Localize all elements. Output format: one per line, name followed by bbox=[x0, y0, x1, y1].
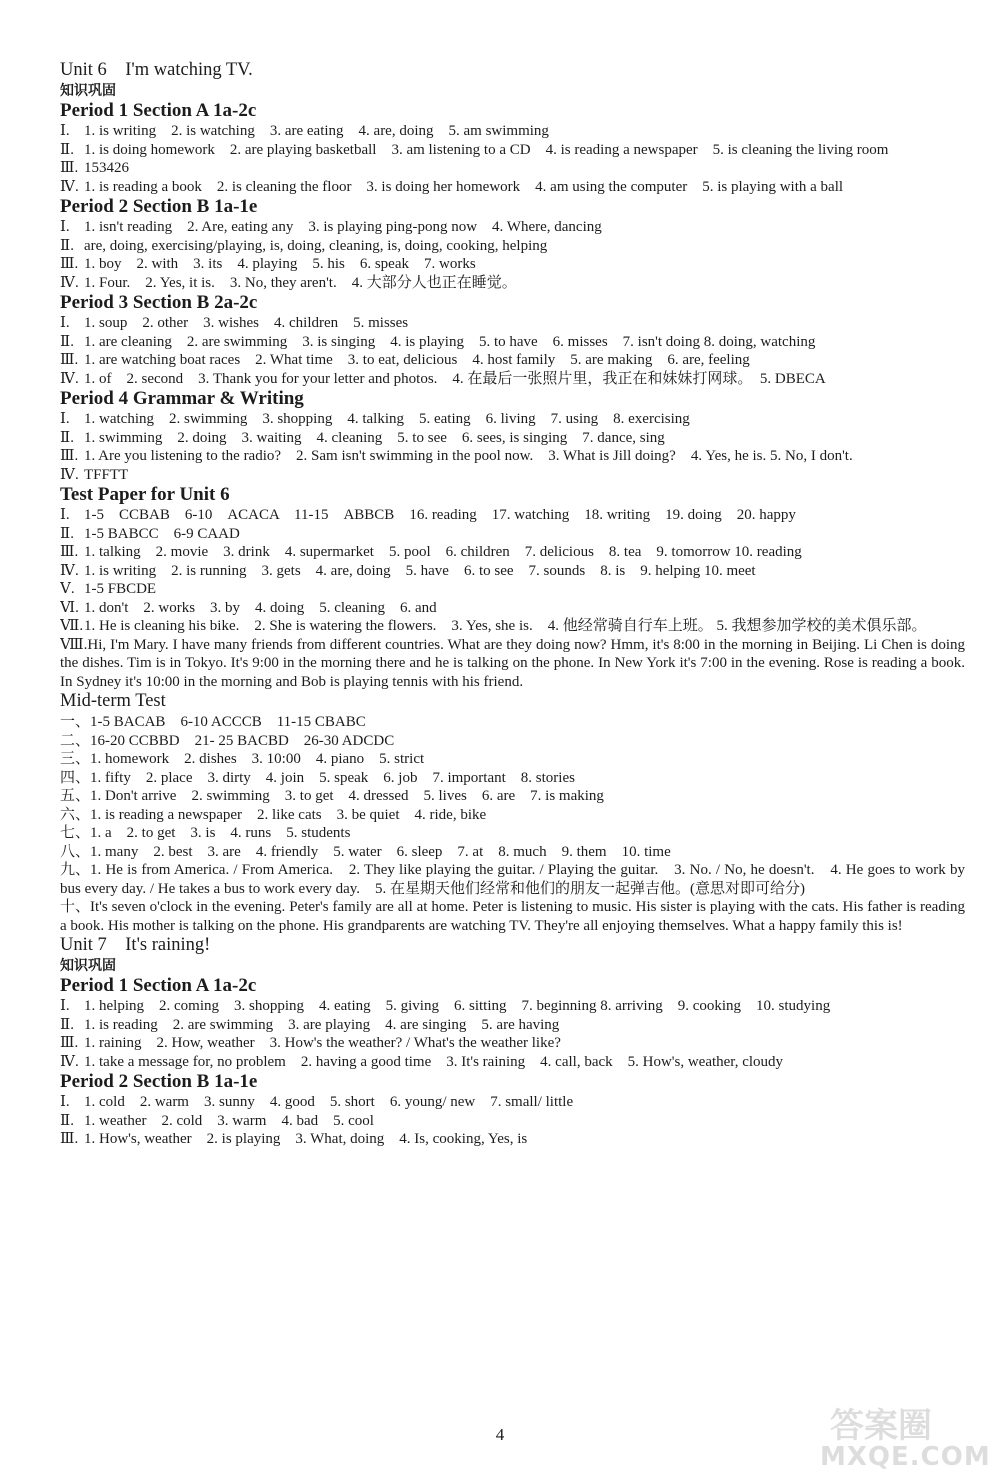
answer-text: 1. is reading a newspaper 2. like cats 3. be quiet 4. ride, bike bbox=[90, 806, 487, 823]
period1-answers bbox=[60, 122, 965, 196]
answer-line bbox=[60, 122, 965, 141]
answer-text: It's seven o'clock in the evening. Peter's family are all at home. Peter is listening to music. His sister is playing with the cats. His father is reading a book. His mother is talking on the phone. His grandparents are watching TV. They're all enjoying themselves. What a happy family this is! bbox=[60, 899, 965, 934]
answer-text: 1. is reading a book 2. is cleaning the floor 3. is doing her homework 4. am using the computer 5. is playing with a ball bbox=[84, 178, 844, 195]
answer-line bbox=[60, 1112, 965, 1131]
answer-text: 1. How's, weather 2. is playing 3. What, doing 4. Is, cooking, Yes, is bbox=[84, 1131, 528, 1147]
answer-line bbox=[60, 525, 965, 544]
answer-text: 1. swimming 2. doing 3. waiting 4. cleaning 5. to see 6. sees, is singing 7. dance, sing bbox=[84, 429, 665, 446]
answer-line bbox=[60, 898, 965, 935]
question-number: Ⅰ. bbox=[60, 219, 70, 235]
question-number: Ⅷ. bbox=[60, 636, 88, 653]
answer-text: 1. homework 2. dishes 3. 10:00 4. piano 5. strict bbox=[90, 751, 425, 767]
answer-text: 1. talking 2. movie 3. drink 4. supermarket 5. pool 6. children 7. delicious 8. tea 9. tomorrow 10. reading bbox=[84, 544, 802, 560]
unit6-title: Unit 6 I'm watching TV. bbox=[60, 60, 253, 80]
answer-text: 1. Don't arrive 2. swimming 3. to get 4. dressed 5. lives 6. are 7. is making bbox=[90, 788, 604, 804]
question-number: Ⅱ. bbox=[60, 237, 74, 254]
answer-line bbox=[60, 1034, 965, 1053]
answer-line bbox=[60, 159, 965, 178]
answer-line bbox=[60, 1093, 965, 1112]
midterm-answers bbox=[60, 713, 965, 935]
answer-text: 1. boy 2. with 3. its 4. playing 5. his 6. speak 7. works bbox=[84, 256, 476, 272]
answer-text: 1. He is from America. / From America. 2. They like playing the guitar. / Playing the guitar. 3. No. / No, he doesn't. 4. He goes to work by bus every day. / He takes a bus to work every day. 5. 在星期天他们经常和他们的朋友一起弹吉他。(意思对即可给分) bbox=[60, 862, 965, 897]
question-number: 八、 bbox=[60, 843, 91, 860]
answer-text: 153426 bbox=[84, 160, 129, 176]
question-number: Ⅶ. bbox=[60, 618, 84, 634]
question-number: Ⅱ. bbox=[60, 1112, 74, 1129]
answer-line bbox=[60, 255, 965, 274]
answer-text: 1. is writing 2. is running 3. gets 4. are, doing 5. have 6. to see 7. sounds 8. is 9. helping 10. meet bbox=[84, 562, 756, 579]
unit7-period2-answers bbox=[60, 1093, 965, 1149]
answer-line bbox=[60, 824, 965, 843]
question-number: 十、 bbox=[60, 899, 91, 915]
question-number: 七、 bbox=[60, 825, 91, 841]
question-number: Ⅰ. bbox=[60, 998, 70, 1014]
answer-page bbox=[60, 60, 965, 1149]
question-number: Ⅱ. bbox=[60, 141, 74, 158]
period4-title: Period 4 Grammar & Writing bbox=[60, 388, 304, 409]
question-number: Ⅲ. bbox=[60, 256, 79, 272]
answer-line bbox=[60, 351, 965, 370]
answer-line bbox=[60, 750, 965, 769]
unit7-period1-title: Period 1 Section A 1a-2c bbox=[60, 975, 257, 996]
question-number: Ⅳ. bbox=[60, 562, 79, 579]
test-paper-title: Test Paper for Unit 6 bbox=[60, 484, 230, 505]
midterm-title: Mid-term Test bbox=[60, 691, 166, 711]
answer-line bbox=[60, 447, 965, 466]
answer-text: 1-5 BABCC 6-9 CAAD bbox=[84, 525, 240, 542]
question-number: 三、 bbox=[60, 751, 91, 767]
answer-line bbox=[60, 580, 965, 599]
period1-title: Period 1 Section A 1a-2c bbox=[60, 100, 257, 121]
unit7-title: Unit 7 It's raining! bbox=[60, 935, 211, 955]
section-label: 知识巩固 bbox=[60, 83, 116, 99]
answer-text: 1-5 FBCDE bbox=[84, 581, 157, 597]
answer-text: 1. soup 2. other 3. wishes 4. children 5. misses bbox=[84, 315, 409, 331]
answer-text: 1. raining 2. How, weather 3. How's the weather? / What's the weather like? bbox=[84, 1035, 561, 1051]
answer-text: 1. fifty 2. place 3. dirty 4. join 5. speak 6. job 7. important 8. stories bbox=[90, 769, 575, 786]
answer-line bbox=[60, 237, 965, 256]
question-number: Ⅰ. bbox=[60, 411, 70, 427]
period3-title: Period 3 Section B 2a-2c bbox=[60, 292, 258, 313]
answer-line bbox=[60, 1053, 965, 1072]
answer-text: 1. is writing 2. is watching 3. are eating 4. are, doing 5. am swimming bbox=[84, 123, 549, 139]
answer-text: 1. don't 2. works 3. by 4. doing 5. cleaning 6. and bbox=[84, 599, 437, 616]
answer-text: 1. He is cleaning his bike. 2. She is watering the flowers. 3. Yes, she is. 4. 他经常骑自行车上班。 5. 我想参加学校的美术俱乐部。 bbox=[84, 618, 927, 634]
question-number: Ⅲ. bbox=[60, 352, 79, 368]
answer-line bbox=[60, 218, 965, 237]
question-number: Ⅰ. bbox=[60, 123, 70, 139]
answer-text: 16-20 CCBBD 21- 25 BACBD 26-30 ADCDC bbox=[90, 732, 395, 749]
answer-text: 1. are cleaning 2. are swimming 3. is singing 4. is playing 5. to have 6. misses 7. isn't doing 8. doing, watching bbox=[84, 333, 816, 350]
answer-line bbox=[60, 997, 965, 1016]
answer-line bbox=[60, 713, 965, 732]
answer-text: 1. a 2. to get 3. is 4. runs 5. students bbox=[90, 825, 351, 841]
answer-line bbox=[60, 506, 965, 525]
question-number: 五、 bbox=[60, 788, 91, 804]
answer-text: 1. are watching boat races 2. What time 3. to eat, delicious 4. host family 5. are making 6. are, feeling bbox=[84, 352, 750, 368]
answer-line bbox=[60, 333, 965, 352]
answer-line bbox=[60, 410, 965, 429]
question-number: Ⅲ. bbox=[60, 1131, 79, 1147]
answer-line bbox=[60, 178, 965, 197]
answer-line bbox=[60, 314, 965, 333]
question-number: Ⅱ. bbox=[60, 333, 74, 350]
question-number: Ⅳ. bbox=[60, 1053, 79, 1070]
answer-line bbox=[60, 599, 965, 618]
answer-line bbox=[60, 732, 965, 751]
question-number: Ⅳ. bbox=[60, 178, 79, 195]
answer-line bbox=[60, 274, 965, 293]
answer-line bbox=[60, 843, 965, 862]
unit7-period2-title: Period 2 Section B 1a-1e bbox=[60, 1071, 258, 1092]
question-number: 九、 bbox=[60, 862, 91, 878]
question-number: Ⅱ. bbox=[60, 429, 74, 446]
answer-line bbox=[60, 617, 965, 636]
answer-text: 1. is doing homework 2. are playing basketball 3. am listening to a CD 4. is reading a newspaper 5. is cleaning the living room bbox=[84, 141, 889, 158]
answer-text: Hi, I'm Mary. I have many friends from different countries. What are they doing now? Hmm, it's 8:00 in the morning in Beijing. Li Chen is doing the dishes. Tim is in Tokyo. It's 9:00 in the morning there and he is talking on the phone. In New York it's 7:00 in the evening. Rose is reading a book. In Sydney it's 10:00 in the morning and Bob is playing tennis with his friend. bbox=[60, 636, 965, 690]
question-number: Ⅱ. bbox=[60, 525, 74, 542]
answer-line bbox=[60, 466, 965, 485]
question-number: Ⅰ. bbox=[60, 315, 70, 331]
question-number: 一、 bbox=[60, 714, 91, 730]
question-number: Ⅲ. bbox=[60, 1035, 79, 1051]
question-number: 四、 bbox=[60, 769, 91, 786]
answer-text: 1. weather 2. cold 3. warm 4. bad 5. cool bbox=[84, 1112, 374, 1129]
question-number: 六、 bbox=[60, 806, 91, 823]
answer-text: 1. cold 2. warm 3. sunny 4. good 5. short 6. young/ new 7. small/ little bbox=[84, 1094, 574, 1110]
answer-line bbox=[60, 1130, 965, 1149]
watermark-url: MXQE.COM bbox=[820, 1442, 991, 1472]
answer-text: are, doing, exercising/playing, is, doing, cleaning, is, doing, cooking, helping bbox=[84, 237, 548, 254]
test-paper-answers bbox=[60, 506, 965, 691]
answer-line bbox=[60, 141, 965, 160]
answer-text: 1. take a message for, no problem 2. having a good time 3. It's raining 4. call, back 5. How's, weather, cloudy bbox=[84, 1053, 784, 1070]
question-number: 二、 bbox=[60, 732, 91, 749]
answer-text: 1. is reading 2. are swimming 3. are playing 4. are singing 5. are having bbox=[84, 1016, 560, 1033]
answer-line bbox=[60, 787, 965, 806]
question-number: Ⅳ. bbox=[60, 370, 79, 387]
question-number: Ⅳ. bbox=[60, 274, 79, 291]
question-number: Ⅳ. bbox=[60, 466, 79, 483]
answer-text: 1. Are you listening to the radio? 2. Sam isn't swimming in the pool now. 3. What is Jill doing? 4. Yes, he is. 5. No, I don't. bbox=[84, 448, 853, 464]
answer-line bbox=[60, 861, 965, 898]
answer-line bbox=[60, 769, 965, 788]
unit7-period1-answers bbox=[60, 997, 965, 1071]
answer-line bbox=[60, 562, 965, 581]
section-label: 知识巩固 bbox=[60, 958, 116, 974]
question-number: Ⅰ. bbox=[60, 1094, 70, 1110]
answer-text: 1. Four. 2. Yes, it is. 3. No, they aren't. 4. 大部分人也正在睡觉。 bbox=[84, 274, 517, 291]
question-number: Ⅲ. bbox=[60, 544, 79, 560]
question-number: Ⅲ. bbox=[60, 160, 79, 176]
answer-text: 1. watching 2. swimming 3. shopping 4. talking 5. eating 6. living 7. using 8. exercising bbox=[84, 411, 690, 427]
question-number: Ⅲ. bbox=[60, 448, 79, 464]
question-number: Ⅱ. bbox=[60, 1016, 74, 1033]
watermark-cn: 答案圈 bbox=[830, 1406, 932, 1446]
period2-title: Period 2 Section B 1a-1e bbox=[60, 196, 258, 217]
question-number: Ⅵ. bbox=[60, 599, 79, 616]
period3-answers bbox=[60, 314, 965, 388]
answer-text: TFFTT bbox=[84, 466, 129, 483]
period2-answers bbox=[60, 218, 965, 292]
answer-text: 1-5 BACAB 6-10 ACCCB 11-15 CBABC bbox=[90, 714, 366, 730]
answer-line bbox=[60, 429, 965, 448]
answer-text: 1. many 2. best 3. are 4. friendly 5. water 6. sleep 7. at 8. much 9. them 10. time bbox=[90, 843, 671, 860]
answer-text: 1. of 2. second 3. Thank you for your letter and photos. 4. 在最后一张照片里，我正在和妹妹打网球。 5. DBECA bbox=[84, 370, 826, 387]
answer-line bbox=[60, 543, 965, 562]
answer-line bbox=[60, 636, 965, 692]
answer-line bbox=[60, 370, 965, 389]
question-number: Ⅰ. bbox=[60, 507, 70, 523]
question-number: Ⅴ. bbox=[60, 581, 75, 597]
answer-text: 1. helping 2. coming 3. shopping 4. eating 5. giving 6. sitting 7. beginning 8. arriving 9. cooking 10. studying bbox=[84, 998, 831, 1014]
period4-answers bbox=[60, 410, 965, 484]
watermark-logo bbox=[820, 1398, 991, 1476]
answer-line bbox=[60, 1016, 965, 1035]
answer-text: 1-5 CCBAB 6-10 ACACA 11-15 ABBCB 16. reading 17. watching 18. writing 19. doing 20. happy bbox=[84, 507, 796, 523]
page-number: 4 bbox=[495, 1425, 505, 1444]
answer-line bbox=[60, 806, 965, 825]
answer-text: 1. isn't reading 2. Are, eating any 3. is playing ping-pong now 4. Where, dancing bbox=[84, 219, 602, 235]
